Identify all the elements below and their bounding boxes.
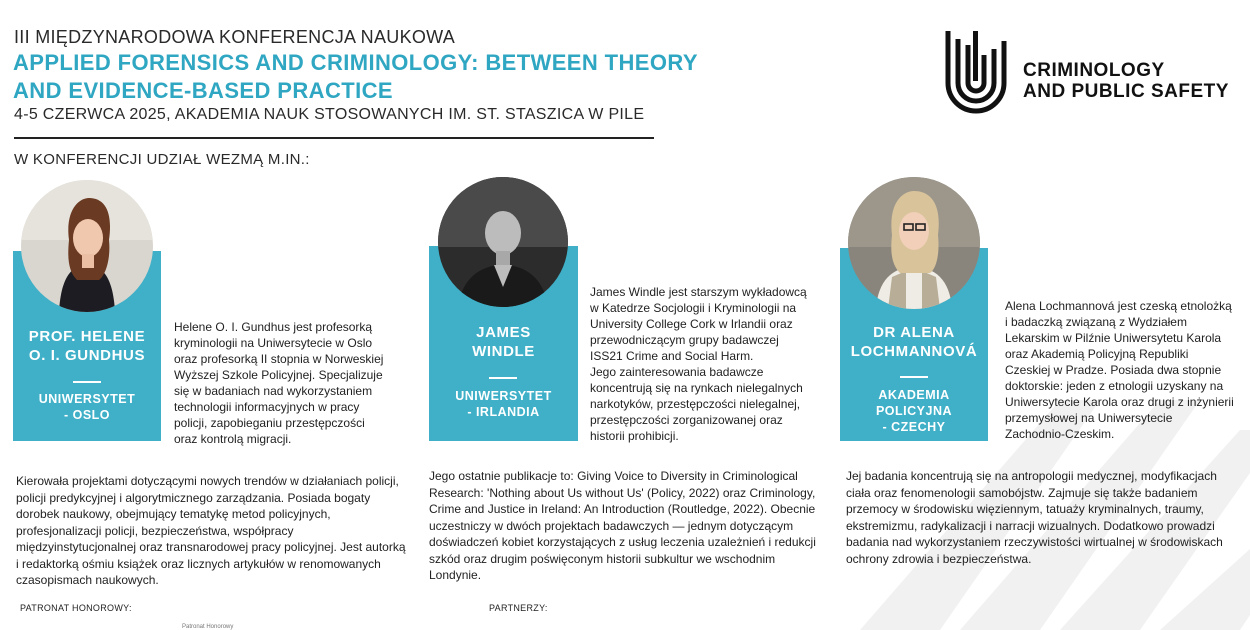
bio-long-line: ochrony zdrowia i bezpieczeństwa.	[846, 551, 1032, 566]
bio-long-line: doświadczeń kobiet korzystających z usług leczenia uzależnień i redukcji	[429, 535, 816, 549]
bio-long-line: Crime and Justice in Ireland: An Introduction (Routledge, 2022). Obecnie	[429, 502, 816, 516]
conference-title-line2: AND EVIDENCE-BASED PRACTICE	[13, 78, 393, 103]
logo-text-line2: AND PUBLIC SAFETY	[1023, 81, 1229, 102]
speaker-name-line1: PROF. HELENE	[28, 328, 146, 345]
speaker-bio-long-windle	[429, 468, 829, 584]
conference-title	[13, 49, 753, 105]
bio-line: Alena Lochmannová jest czeską etnolożką	[1005, 299, 1232, 313]
speaker-institution	[429, 388, 578, 420]
bio-long-line: przemocy w środowisku więziennym, tatuaży kryminalnych, traumy,	[846, 502, 1204, 516]
bio-line: i badaczką związaną z Wydziałem	[1005, 315, 1187, 329]
card-divider	[900, 376, 928, 378]
bio-line: Wyższej Szkole Policyjnej. Specjalizuje	[174, 368, 383, 382]
speaker-institution	[13, 391, 161, 423]
bio-line: James Windle jest starszym wykładowcą	[590, 285, 807, 299]
bio-long-line: międzyinstytucjonalnej oraz transnarodowej pracy policyjnej. Jest autorką	[16, 540, 406, 554]
bio-line: Lekarskim w Pilźnie Uniwersytetu Karola	[1005, 331, 1222, 345]
conference-date-venue: 4-5 CZERWCA 2025, AKADEMIA NAUK STOSOWANYCH IM. ST. STASZICA W PILE	[14, 106, 645, 123]
speaker-name	[429, 323, 578, 361]
bio-line: ISS21 Crime and Social Harm.	[590, 349, 754, 363]
speaker-name-line2: LOCHMANNOVÁ	[850, 343, 978, 360]
speaker-bio-long-gundhus	[16, 473, 416, 589]
bio-long-line: Research: 'Nothing about Us without Us' (Policy, 2022) oraz Criminology,	[429, 485, 816, 500]
bio-line: przestępczości zorganizowanej oraz	[590, 413, 783, 427]
institution-line1: UNIWERSYTET	[455, 389, 552, 403]
bio-line: oraz kontrolą migracji.	[174, 432, 292, 446]
bio-line: kryminologii na Uniwersytecie w Oslo	[174, 336, 373, 350]
bio-line: Uniwersytecie Karola oraz drugi z inżynierii	[1005, 395, 1234, 409]
bio-line: narkotyków, przestępczości nielegalnej,	[590, 397, 801, 411]
speaker-bio-short-gundhus	[174, 319, 414, 447]
bio-line: University College Cork w Irlandii oraz	[590, 317, 793, 331]
bio-long-line: dorobek naukowy, obejmujący tematykę metod policyjnych,	[16, 507, 331, 521]
bio-line: się w badaniach nad wykorzystaniem	[174, 384, 373, 398]
bio-line: oraz profesorką II stopnia w Norweskiej	[174, 352, 384, 366]
speaker-bio-short-lochmannova	[1005, 298, 1245, 442]
bio-long-line: ciała oraz fenomenologii samobójstw. Zajmuje się także badaniem	[846, 485, 1198, 500]
institution-line2: - IRLANDIA	[467, 405, 540, 419]
institution-line2: POLICYJNA	[875, 404, 953, 418]
bio-long-line: badania nad wykorzystaniem rzeczywistości wirtualnej w środowiskach	[846, 535, 1223, 549]
bio-long-line: ekstremizmu, radykalizacji i narracji wizualnych. Dodatkowo prowadzi	[846, 518, 1215, 533]
partners-label: PARTNERZY:	[489, 603, 548, 613]
patronat-label: PATRONAT HONOROWY:	[20, 603, 132, 613]
bio-line: technologii informacyjnych w pracy	[174, 400, 360, 414]
speaker-name-line2: O. I. GUNDHUS	[28, 347, 146, 364]
bio-long-line: szkód oraz drugim poświęconym historii subkultur we wschodnim	[429, 551, 776, 566]
bio-line: koncentrują się na rynkach nielegalnych	[590, 381, 803, 395]
speaker-photo-windle	[438, 177, 568, 307]
bio-line: przewodniczącym grupy badawczej	[590, 333, 779, 347]
institution-line1: UNIWERSYTET	[38, 392, 136, 406]
organization-logo-text	[1023, 60, 1229, 102]
card-divider	[489, 377, 517, 379]
speakers-intro: W KONFERENCJI UDZIAŁ WEZMĄ M.IN.:	[14, 151, 310, 168]
bio-line: doktorskie: jeden z etnologii uzyskany na	[1005, 379, 1224, 393]
patronat-small-label: Patronat Honorowy	[182, 624, 234, 630]
bio-line: przemysłowej na Uniwersytecie	[1005, 411, 1173, 425]
institution-line2: - OSLO	[63, 408, 111, 422]
bio-long-line: i redaktorką ośmiu książek oraz licznych artykułów w renomowanych	[16, 556, 381, 571]
bio-line: Czeskiej w Pradze. Posiada dwa stopnie	[1005, 363, 1222, 377]
bio-long-line: Kierowała projektami dotyczącymi nowych trendów w działaniach policji,	[16, 474, 399, 488]
speaker-name-line1: JAMES	[476, 324, 531, 341]
bio-line: historii prohibicji.	[590, 429, 679, 443]
bio-line: Zachodnio-Czeskim.	[1005, 427, 1115, 441]
bio-line: oraz Akademią Policyjną Republiki	[1005, 347, 1189, 361]
bio-line: Helene O. I. Gundhus jest profesorką	[174, 320, 373, 334]
speaker-photo-lochmannova	[848, 177, 980, 309]
bio-long-line: czasopismach naukowych.	[16, 573, 159, 587]
speaker-name-line1: DR ALENA	[873, 324, 955, 341]
bio-long-line: profesjonalizacji policji, bezpieczeństwa, współpracy	[16, 523, 294, 538]
bio-long-line: Jej badania koncentrują się na antropologii medycznej, modyfikacjach	[846, 469, 1217, 483]
institution-line1: AKADEMIA	[878, 388, 950, 402]
speaker-photo-gundhus	[21, 180, 153, 312]
conference-edition-label: III MIĘDZYNARODOWA KONFERENCJA NAUKOWA	[14, 27, 456, 47]
speaker-bio-long-lochmannova	[846, 468, 1246, 567]
conference-title-line1: APPLIED FORENSICS AND CRIMINOLOGY: BETWEEN THEORY	[13, 50, 698, 75]
bio-long-line: Londynie.	[429, 568, 482, 582]
bio-line: Jego zainteresowania badawcze	[590, 365, 764, 379]
triple-u-logo-icon	[944, 31, 1008, 119]
card-divider	[73, 381, 101, 383]
institution-line3: - CZECHY	[882, 420, 946, 434]
speaker-name	[840, 323, 988, 361]
header-divider	[14, 137, 654, 139]
bio-line: policji, zapobieganiu przestępczości	[174, 416, 365, 430]
bio-long-line: uczestniczy w dwóch projektach badawczych — jednym dotyczącym	[429, 518, 794, 533]
bio-line: w Katedrze Socjologii i Kryminologii na	[590, 301, 797, 315]
bio-long-line: policji predykcyjnej i algorytmicznego zarządzania. Posiada bogaty	[16, 490, 371, 505]
bio-long-line: Jego ostatnie publikacje to: Giving Voice to Diversity in Criminological	[429, 469, 798, 483]
logo-text-line1: CRIMINOLOGY	[1023, 60, 1165, 81]
speaker-institution	[840, 387, 988, 435]
speaker-bio-short-windle	[590, 284, 820, 444]
speaker-name	[13, 327, 161, 365]
speaker-name-line2: WINDLE	[472, 343, 535, 360]
